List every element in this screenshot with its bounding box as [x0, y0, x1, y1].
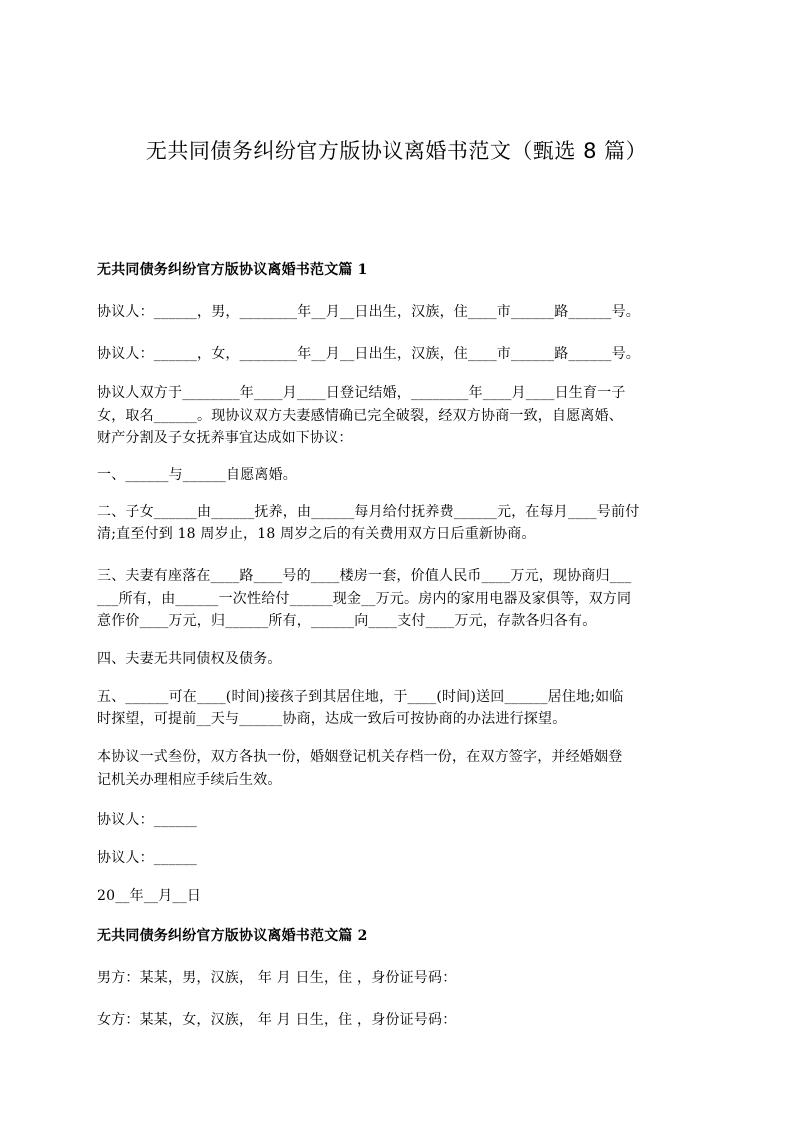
male-party-line: 男方：某某，男，汉族， 年 月 日生，住 ，身份证号码：	[97, 970, 457, 986]
clause-3-line-1: 三、夫妻有座落在____路____号的____楼房一套，价值人民币____万元，现协商归___	[97, 568, 632, 584]
clause-5-line-1: 五、______可在____(时间)接孩子到其居住地，于____(时间)送回______居住地;如临	[97, 689, 624, 705]
closing-line-2: 记机关办理相应手续后生效。	[97, 772, 282, 788]
party-2-line: 协议人：______，女，________年__月__日出生，汉族，住____市______路______号。	[97, 346, 640, 362]
intro-line-3: 财产分割及子女抚养事宜达成如下协议：	[97, 430, 353, 446]
signature-2: 协议人：______	[97, 850, 197, 866]
clause-3-line-2: ___所有，由______一次性给付______现金__万元。房内的家用电器及家俱等，双方同	[97, 591, 632, 607]
intro-line-1: 协议人双方于________年____月____日登记结婚，________年____月____日生育一子	[97, 385, 626, 401]
clause-5-line-2: 时探望，可提前__天与______协商，达成一致后可按协商的办法进行探望。	[97, 711, 567, 727]
intro-line-2: 女，取名______。现协议双方夫妻感情确已完全破裂，经双方协商一致，自愿离婚、	[97, 408, 623, 424]
signature-date: 20__年__月__日	[97, 888, 202, 904]
signature-1: 协议人：______	[97, 812, 197, 828]
female-party-line: 女方：某某，女，汉族， 年 月 日生，住 ，身份证号码：	[97, 1012, 457, 1028]
section-1-heading: 无共同债务纠纷官方版协议离婚书范文篇 1	[97, 262, 368, 278]
party-1-line: 协议人：______，男，________年__月__日出生，汉族，住____市______路______号。	[97, 304, 640, 320]
section-2-heading: 无共同债务纠纷官方版协议离婚书范文篇 2	[97, 928, 368, 944]
clause-2-line-2: 清;直至付到 18 周岁止，18 周岁之后的有关费用双方日后重新协商。	[97, 526, 536, 542]
document-title: 无共同债务纠纷官方版协议离婚书范文（甄选 8 篇）	[145, 139, 648, 163]
clause-4: 四、夫妻无共同债权及债务。	[97, 651, 282, 667]
closing-line-1: 本协议一式叁份，双方各执一份，婚姻登记机关存档一份，在双方签字，并经婚姻登	[97, 749, 623, 765]
clause-3-line-3: 意作价____万元，归______所有，______向____支付____万元，存款各归各有。	[97, 613, 597, 629]
clause-2-line-1: 二、子女______由______抚养，由______每月给付抚养费______元，在每月____号前付	[97, 504, 640, 520]
clause-1: 一、______与______自愿离婚。	[97, 467, 297, 483]
